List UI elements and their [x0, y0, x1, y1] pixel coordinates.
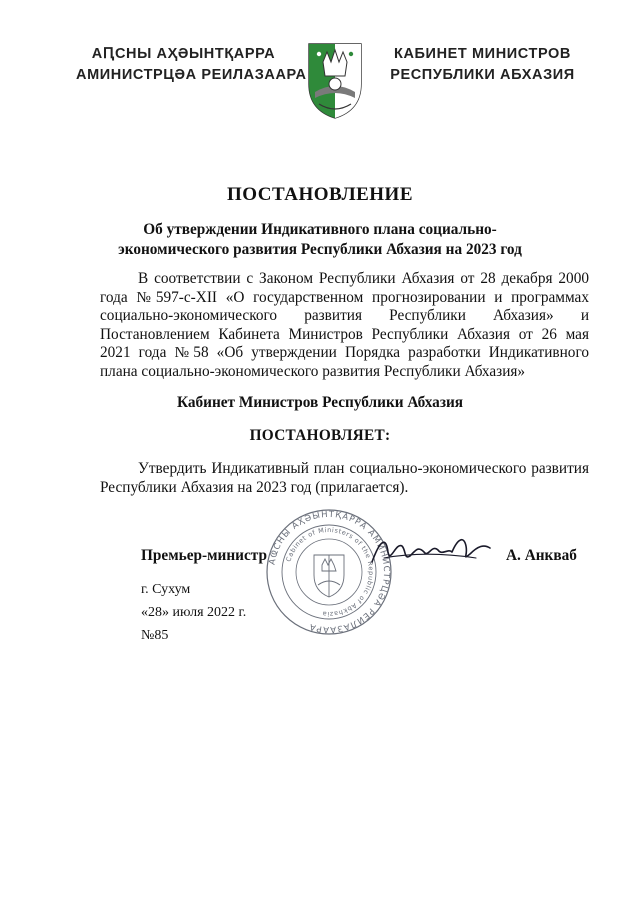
signer-name: А. Анкваб: [506, 547, 577, 564]
document-number: №85: [141, 628, 169, 643]
seal-outer-text: АҨСНЫ АҲӘЫНТҚАРРА АМИНИСТРЦӘА РЕИЛАЗААРА: [267, 509, 392, 635]
official-seal-icon: [264, 507, 394, 637]
header-abkhaz-line2: АМИНИСТРЦӘА РЕИЛАЗААРА: [76, 67, 307, 83]
header-russian-line1: КАБИНЕТ МИНИСТРОВ: [394, 46, 571, 62]
coat-of-arms-icon: [305, 40, 365, 120]
seal-inner-text: Cabinet of Ministers of the Republic of Abkhazia: [284, 525, 376, 619]
issuer-line: Кабинет Министров Республики Абхазия: [176, 394, 464, 411]
svg-text:Cabinet of Ministers of the Re: [284, 526, 375, 618]
issue-date: «28» июля 2022 г.: [141, 605, 247, 620]
header-russian-line2: РЕСПУБЛИКИ АБХАЗИЯ: [390, 67, 575, 83]
document-title: ПОСТАНОВЛЕНИЕ: [226, 184, 414, 205]
issue-city: г. Сухум: [141, 582, 191, 597]
preamble-paragraph: В соответствии с Законом Республики Абхазия от 28 декабря 2000 года №597-с-XII «О государственном прогнозировании и программах социально-экономического развития Республики Абхазия» и Постановлением Кабинета Министров Республики Абхазия от 26 мая 2021 года №58 «Об утверждении Порядка разработки Индикативного плана социально-экономического развития Республики Абхазия»: [100, 270, 589, 380]
signer-role: Премьер-министр: [141, 547, 267, 564]
decision-paragraph: Утвердить Индикативный план социально-экономического развития Республики Абхазия на 2023 год (прилагается).: [100, 460, 589, 496]
handwritten-signature-icon: [366, 532, 494, 572]
header-russian: [380, 44, 585, 86]
header-abkhaz-line1: АԤСНЫ АҲӘЫНТҚАРРА: [91, 46, 276, 62]
document-subject: Об утверждении Индикативного плана социально-экономического развития Республики Абхазия на 2023 год: [118, 221, 522, 258]
resolves-line: ПОСТАНОВЛЯЕТ:: [249, 427, 391, 444]
header-abkhaz: [76, 44, 307, 86]
